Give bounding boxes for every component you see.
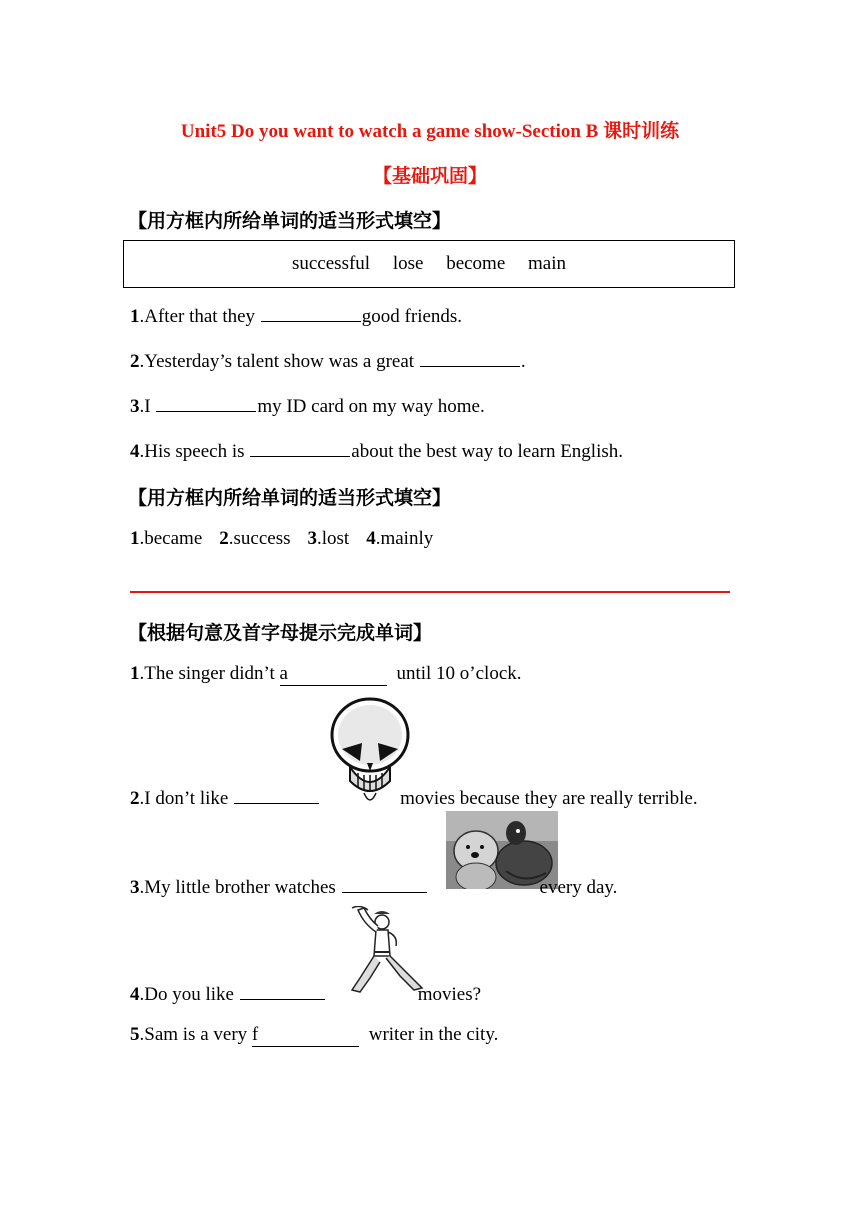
question-text: .His speech is <box>139 441 250 462</box>
question-1 <box>130 663 522 686</box>
question-text: every day. <box>539 877 618 898</box>
page-title: Unit5 Do you want to watch a game show-Section B 课时训练 <box>180 121 680 142</box>
question-2 <box>130 785 698 810</box>
question-text: about the best way to learn English. <box>351 441 624 462</box>
page-subtitle: 【基础巩固】 <box>372 166 487 187</box>
question-text: until 10 o’clock. <box>386 663 522 684</box>
question-text: .Yesterday’s talent show was a great <box>139 351 419 372</box>
question-number: 1 <box>130 663 140 684</box>
answer-item: 2.success <box>219 528 291 549</box>
question-2 <box>130 348 526 373</box>
question-text: .My little brother watches <box>139 877 341 898</box>
answer-blank[interactable] <box>252 1024 359 1047</box>
question-3 <box>130 874 617 899</box>
question-number: 2 <box>130 351 140 372</box>
question-text: writer in the city. <box>359 1024 499 1045</box>
section-divider <box>130 591 730 593</box>
question-text: . <box>520 351 526 372</box>
answers-heading: 【用方框内所给单词的适当形式填空】 <box>128 487 452 509</box>
question-4 <box>130 438 623 463</box>
question-text: movies because they are really terrible. <box>400 788 698 809</box>
question-text: .I <box>139 396 156 417</box>
section2-heading: 【根据句意及首字母提示完成单词】 <box>128 622 433 644</box>
answer-blank[interactable] <box>261 303 361 322</box>
answer-blank[interactable] <box>234 785 319 804</box>
word-box-item: become <box>446 253 506 274</box>
question-number: 4 <box>130 984 140 1005</box>
question-number: 5 <box>130 1024 140 1045</box>
question-text: .After that they <box>139 306 260 327</box>
answer-blank[interactable] <box>250 438 350 457</box>
hint-letter: f <box>251 1024 259 1045</box>
question-number: 4 <box>130 441 140 462</box>
question-4 <box>130 981 481 1006</box>
answer-blank[interactable] <box>156 393 256 412</box>
question-text: movies? <box>417 984 482 1005</box>
answer-blank[interactable] <box>280 663 387 686</box>
question-text: my ID card on my way home. <box>257 396 485 417</box>
hint-letter: a <box>279 663 288 684</box>
word-box <box>123 240 735 288</box>
answer-blank[interactable] <box>420 348 520 367</box>
question-text: .I don’t like <box>139 788 234 809</box>
question-number: 1 <box>130 306 140 327</box>
question-text: good friends. <box>361 306 463 327</box>
question-number: 3 <box>130 877 140 898</box>
question-number: 2 <box>130 788 140 809</box>
answer-item: 1.became <box>130 528 203 549</box>
question-3 <box>130 393 485 418</box>
word-box-item: successful <box>291 253 371 274</box>
answer-blank[interactable] <box>342 874 427 893</box>
question-number: 3 <box>130 396 140 417</box>
question-text: .The singer didn’t <box>139 663 280 684</box>
word-box-item: lose <box>392 253 424 274</box>
section1-heading: 【用方框内所给单词的适当形式填空】 <box>128 210 452 232</box>
question-text: .Do you like <box>139 984 239 1005</box>
question-5 <box>130 1024 498 1047</box>
question-text: .Sam is a very <box>139 1024 252 1045</box>
word-box-item: main <box>528 253 567 274</box>
answer-item: 3.lost <box>307 528 350 549</box>
answer-key <box>130 528 450 550</box>
question-1 <box>130 303 462 328</box>
answer-item: 4.mainly <box>366 528 434 549</box>
answer-blank[interactable] <box>240 981 325 1000</box>
